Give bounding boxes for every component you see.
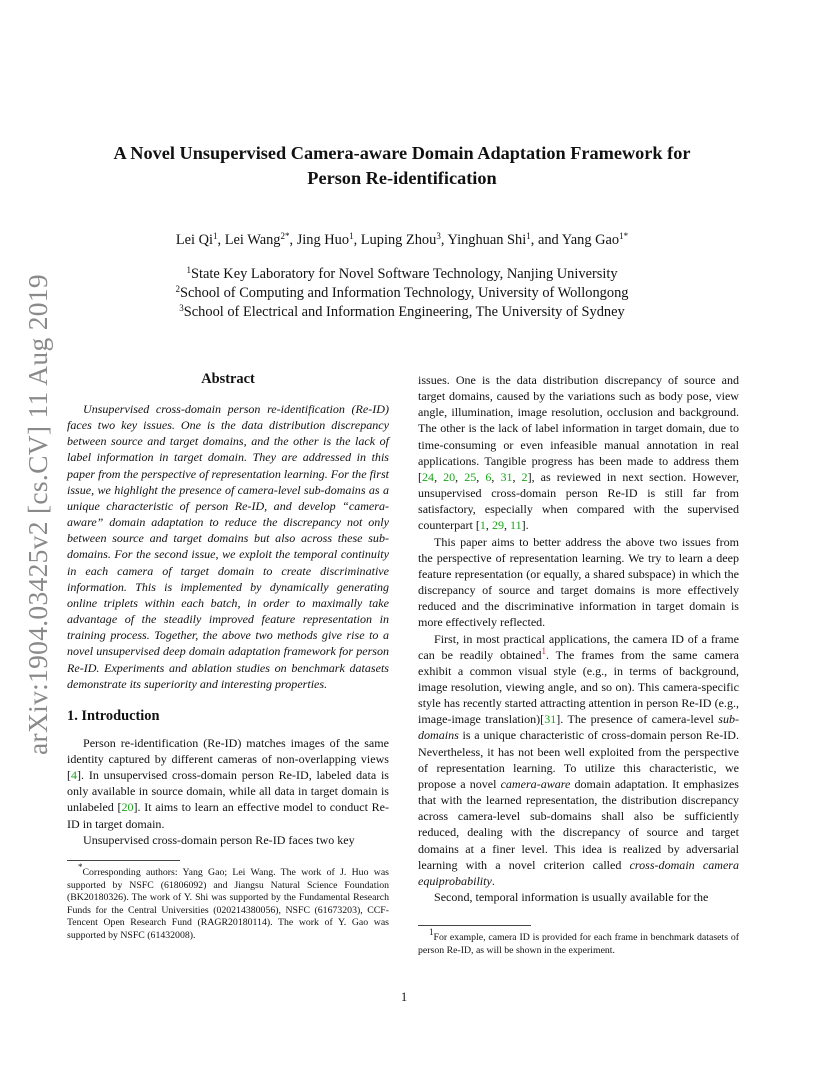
author-name: Yinghuan Shi bbox=[447, 232, 527, 248]
author-name: Lei Wang bbox=[224, 232, 281, 248]
author-affiliation-mark: 2* bbox=[280, 231, 290, 241]
intro-paragraph-4: First, in most practical applications, the camera ID of a frame can be readily obtained$^1$. The frames from the same camera exhibit a common visual style (e.g., in terms of background, image resolution, viewing angle, and so on). This camera-specific style has recently started attracting attention in person Re-ID (e.g., image-image translation)[31]. The presence of camera-level sub-domains is a unique characteristic of cross-domain person Re-ID. Nevertheless, it has not been well exploited from the perspective of representation learning. To utilize this characteristic, we propose a novel camera-aware domain adaptation. It emphasizes that with the learned representation, the distribution discrepancy across camera-level sub-domains shall also be sufficiently reduced, dealing with the discrepancy of source and target domains at a finer level. This idea is realized by adversarial learning with a novel criterion called cross-domain camera equiprobability. bbox=[418, 631, 739, 888]
paper-title-line-1: A Novel Unsupervised Camera-aware Domain Adaptation Framework for bbox=[113, 143, 691, 163]
affiliation-mark: 2 bbox=[175, 284, 181, 294]
author-name: Lei Qi bbox=[175, 232, 214, 248]
citation-link[interactable]: 29 bbox=[491, 518, 504, 533]
page-number: 1 bbox=[400, 990, 408, 1004]
author-separator: , bbox=[289, 232, 297, 248]
arxiv-identifier-stamp: arXiv:1904.03425v2 [cs.CV] 11 Aug 2019 bbox=[22, 274, 53, 755]
intro-paragraph-3: This paper aims to better address the above two issues from the perspective of representation learning. We try to learn a deep feature representation (or equally, a shared subspace) in which the discrepancy of source and target domains is more effectively reduced and the discriminative information in target domain is more effectively reflected. bbox=[418, 534, 739, 630]
paper-title-line-2: Person Re-identification bbox=[307, 168, 497, 188]
intro-paragraph-2-continued: issues. One is the data distribution discrepancy of source and target domains, caused by the variations such as body pose, view angle, illumination, image resolution, occlusion and background. The other is the lack of label information in target domain, due to time-consuming or even infeasible manual annotation in real applications. Tangible progress has been made to address them [24, 20, 25, 6, 31, 2], as reviewed in next section. However, unsupervised cross-domain person Re-ID is still far from satisfactory, especially when compared with the supervised counterpart [1, 29, 11]. bbox=[418, 373, 739, 533]
author-affiliation-mark: 1 bbox=[213, 231, 218, 241]
intro-paragraph-1: Person re-identification (Re-ID) matches images of the same identity captured by different cameras of non-overlapping views [4]. In unsupervised cross-domain person Re-ID, labeled data is only available in source domain, while all data in target domain is unlabeled [20]. It aims to learn an effective model to conduct Re-ID in target domain. bbox=[67, 735, 389, 831]
affiliation-line bbox=[60, 265, 744, 284]
author-name: Yang Gao bbox=[561, 232, 620, 248]
author-separator: , bbox=[440, 232, 448, 248]
affiliation-line bbox=[60, 284, 744, 303]
author-affiliation-mark: 3 bbox=[436, 231, 441, 241]
citation-link[interactable]: 4 bbox=[71, 768, 78, 783]
corresponding-author-footnote: *Corresponding authors: Yang Gao; Lei Wang. The work of J. Huo was supported by NSFC (61806092) and Jiangsu Natural Science Foundation (BK20180326). The work of Y. Shi was supported by the Fundamental Research Funds for the Central Universities (020214380056), NSFC (61673203), CCF-Tencent Open Research Fund (RAGR20180114). The work of Y. Gao was supported by NSFC (61432008). bbox=[67, 861, 389, 941]
footnote-divider bbox=[67, 860, 180, 861]
introduction-heading: 1. Introduction bbox=[67, 707, 160, 724]
citation-link[interactable]: 24 bbox=[422, 469, 435, 484]
author-list bbox=[60, 232, 744, 249]
affiliation-mark: 1 bbox=[186, 265, 191, 275]
author-name: Jing Huo bbox=[296, 232, 350, 248]
citation-link[interactable]: 11 bbox=[510, 518, 522, 533]
right-column bbox=[418, 372, 739, 957]
citation-link[interactable]: 1 bbox=[479, 518, 486, 533]
affiliation-text: State Key Laboratory for Novel Software Technology, Nanjing University bbox=[190, 266, 618, 282]
abstract-heading: Abstract bbox=[201, 371, 255, 387]
affiliation-mark: 3 bbox=[179, 303, 184, 313]
author-affiliation-mark: 1 bbox=[526, 231, 531, 241]
abstract-text: Unsupervised cross-domain person re-identification (Re-ID) faces two key issues. One is the data distribution discrepancy between source and target domains, and the other is the lack of label information in target domain. They are addressed in this paper from the perspective of representation learning. For the first issue, we highlight the presence of camera-level sub-domains as a unique characteristic of person Re-ID, and develop “camera-aware” domain adaptation to reduce the discrepancy not only between source and target domains but also across these sub-domains. For the second issue, we exploit the temporal continuity in each camera of target domain to create discriminative information. This is implemented by dynamically generating online triplets within each batch, in order to maximally take advantage of the steadily improved feature representation in training process. Together, the above two methods give rise to a novel unsupervised deep domain adaptation framework for person Re-ID. Experiments and ablation studies on benchmark datasets demonstrate its superiority and interesting properties. bbox=[67, 402, 389, 691]
affiliation-list bbox=[60, 265, 744, 322]
citation-link[interactable]: 2 bbox=[521, 469, 528, 484]
paper-title bbox=[60, 141, 744, 191]
author-name: Luping Zhou bbox=[360, 232, 437, 248]
intro-paragraph-2-start: Unsupervised cross-domain person Re-ID faces two key bbox=[83, 832, 355, 847]
citation-link[interactable]: 31 bbox=[544, 712, 557, 727]
affiliation-text: School of Computing and Information Technology, University of Wollongong bbox=[180, 285, 629, 301]
camera-id-footnote: $^1$For example, camera ID is provided for each frame in benchmark datasets of person Re-ID, as will be shown in the experiment. bbox=[418, 927, 739, 956]
author-affiliation-mark: 1* bbox=[619, 231, 629, 241]
author-separator: , and bbox=[530, 232, 562, 248]
left-column bbox=[67, 370, 389, 942]
citation-link[interactable]: 20 bbox=[121, 800, 134, 815]
footnote-link[interactable]: 1 bbox=[541, 645, 547, 656]
citation-link[interactable]: 20 bbox=[443, 469, 456, 484]
citation-link[interactable]: 31 bbox=[500, 469, 513, 484]
author-separator: , bbox=[353, 232, 361, 248]
intro-paragraph-5-start: Second, temporal information is usually available for the bbox=[434, 890, 709, 904]
author-affiliation-mark: 1 bbox=[349, 231, 354, 241]
citation-link[interactable]: 6 bbox=[485, 469, 492, 484]
affiliation-line bbox=[60, 303, 744, 322]
author-separator: , bbox=[217, 232, 225, 248]
citation-link[interactable]: 25 bbox=[464, 469, 477, 484]
affiliation-text: School of Electrical and Information Engineering, The University of Sydney bbox=[183, 304, 625, 320]
footnote-divider bbox=[418, 925, 531, 926]
